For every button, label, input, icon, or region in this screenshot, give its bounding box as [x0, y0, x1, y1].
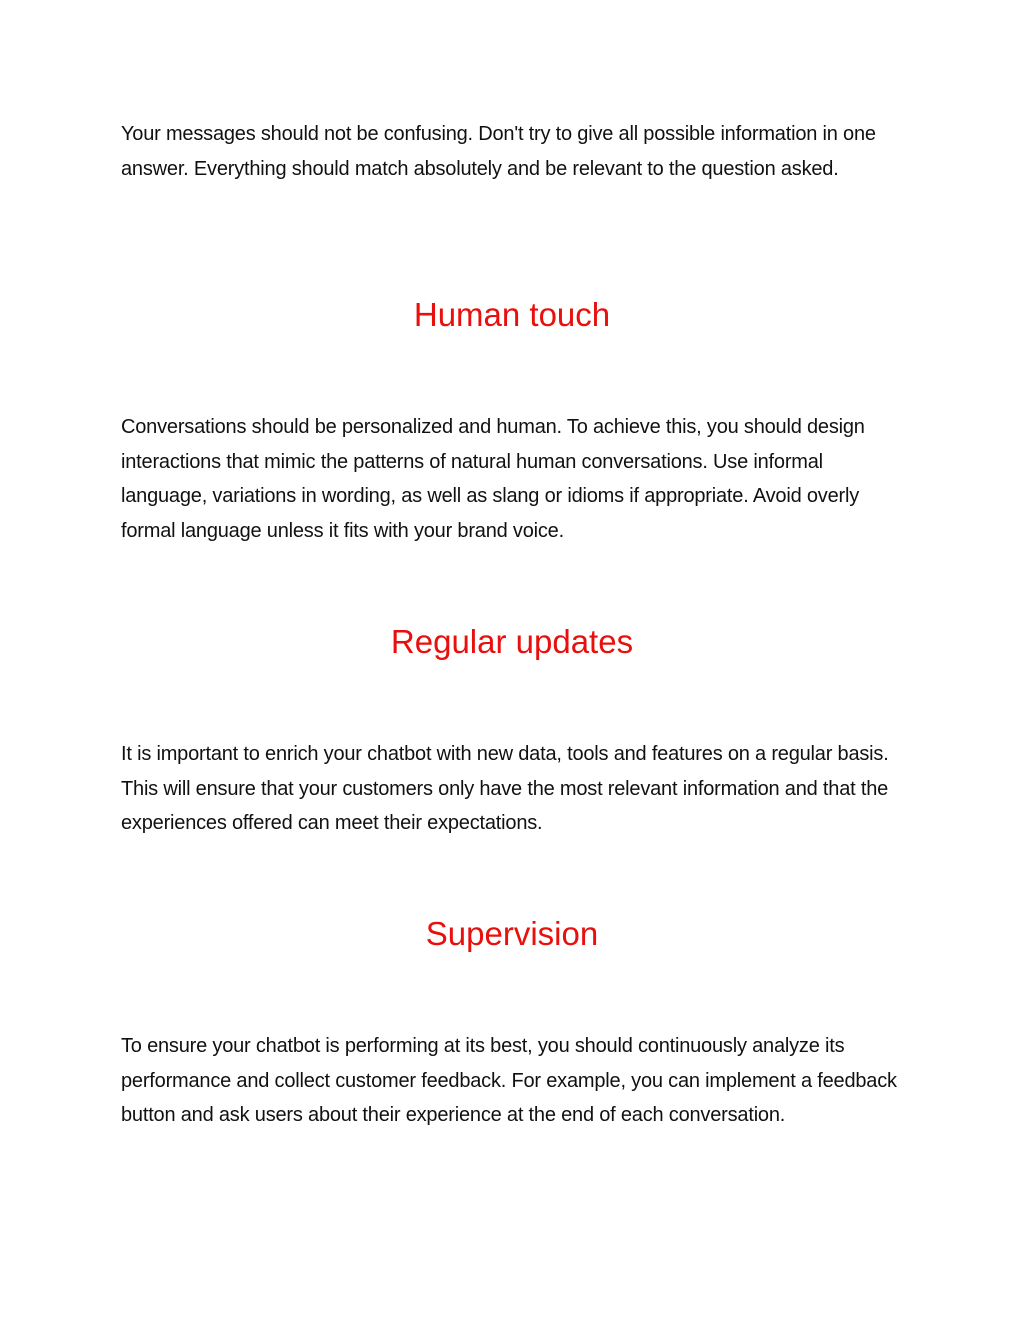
section-heading-regular-updates: Regular updates — [390, 623, 634, 660]
section-heading-human-touch: Human touch — [413, 296, 611, 333]
section-body-regular-updates: It is important to enrich your chatbot with new data, tools and features on a regular basis. This will ensure that your customers only have the most relevant information and that the experiences offered can meet their expectations. — [121, 743, 889, 834]
section-heading-supervision: Supervision — [425, 915, 599, 952]
section-body-human-touch: Conversations should be personalized and human. To achieve this, you should design interactions that mimic the patterns of natural human conversations. Use informal language, variations in wording, as well as slang or idioms if appropriate. Avoid overly formal language unless it fits with your brand voice. — [121, 416, 865, 542]
section-body-supervision: To ensure your chatbot is performing at its best, you should continuously analyze its performance and collect customer feedback. For example, you can implement a feedback button and ask users about their experience at the end of each conversation. — [121, 1035, 897, 1126]
intro-paragraph: Your messages should not be confusing. Don't try to give all possible information in one answer. Everything should match absolutely and be relevant to the question asked. — [121, 123, 876, 180]
